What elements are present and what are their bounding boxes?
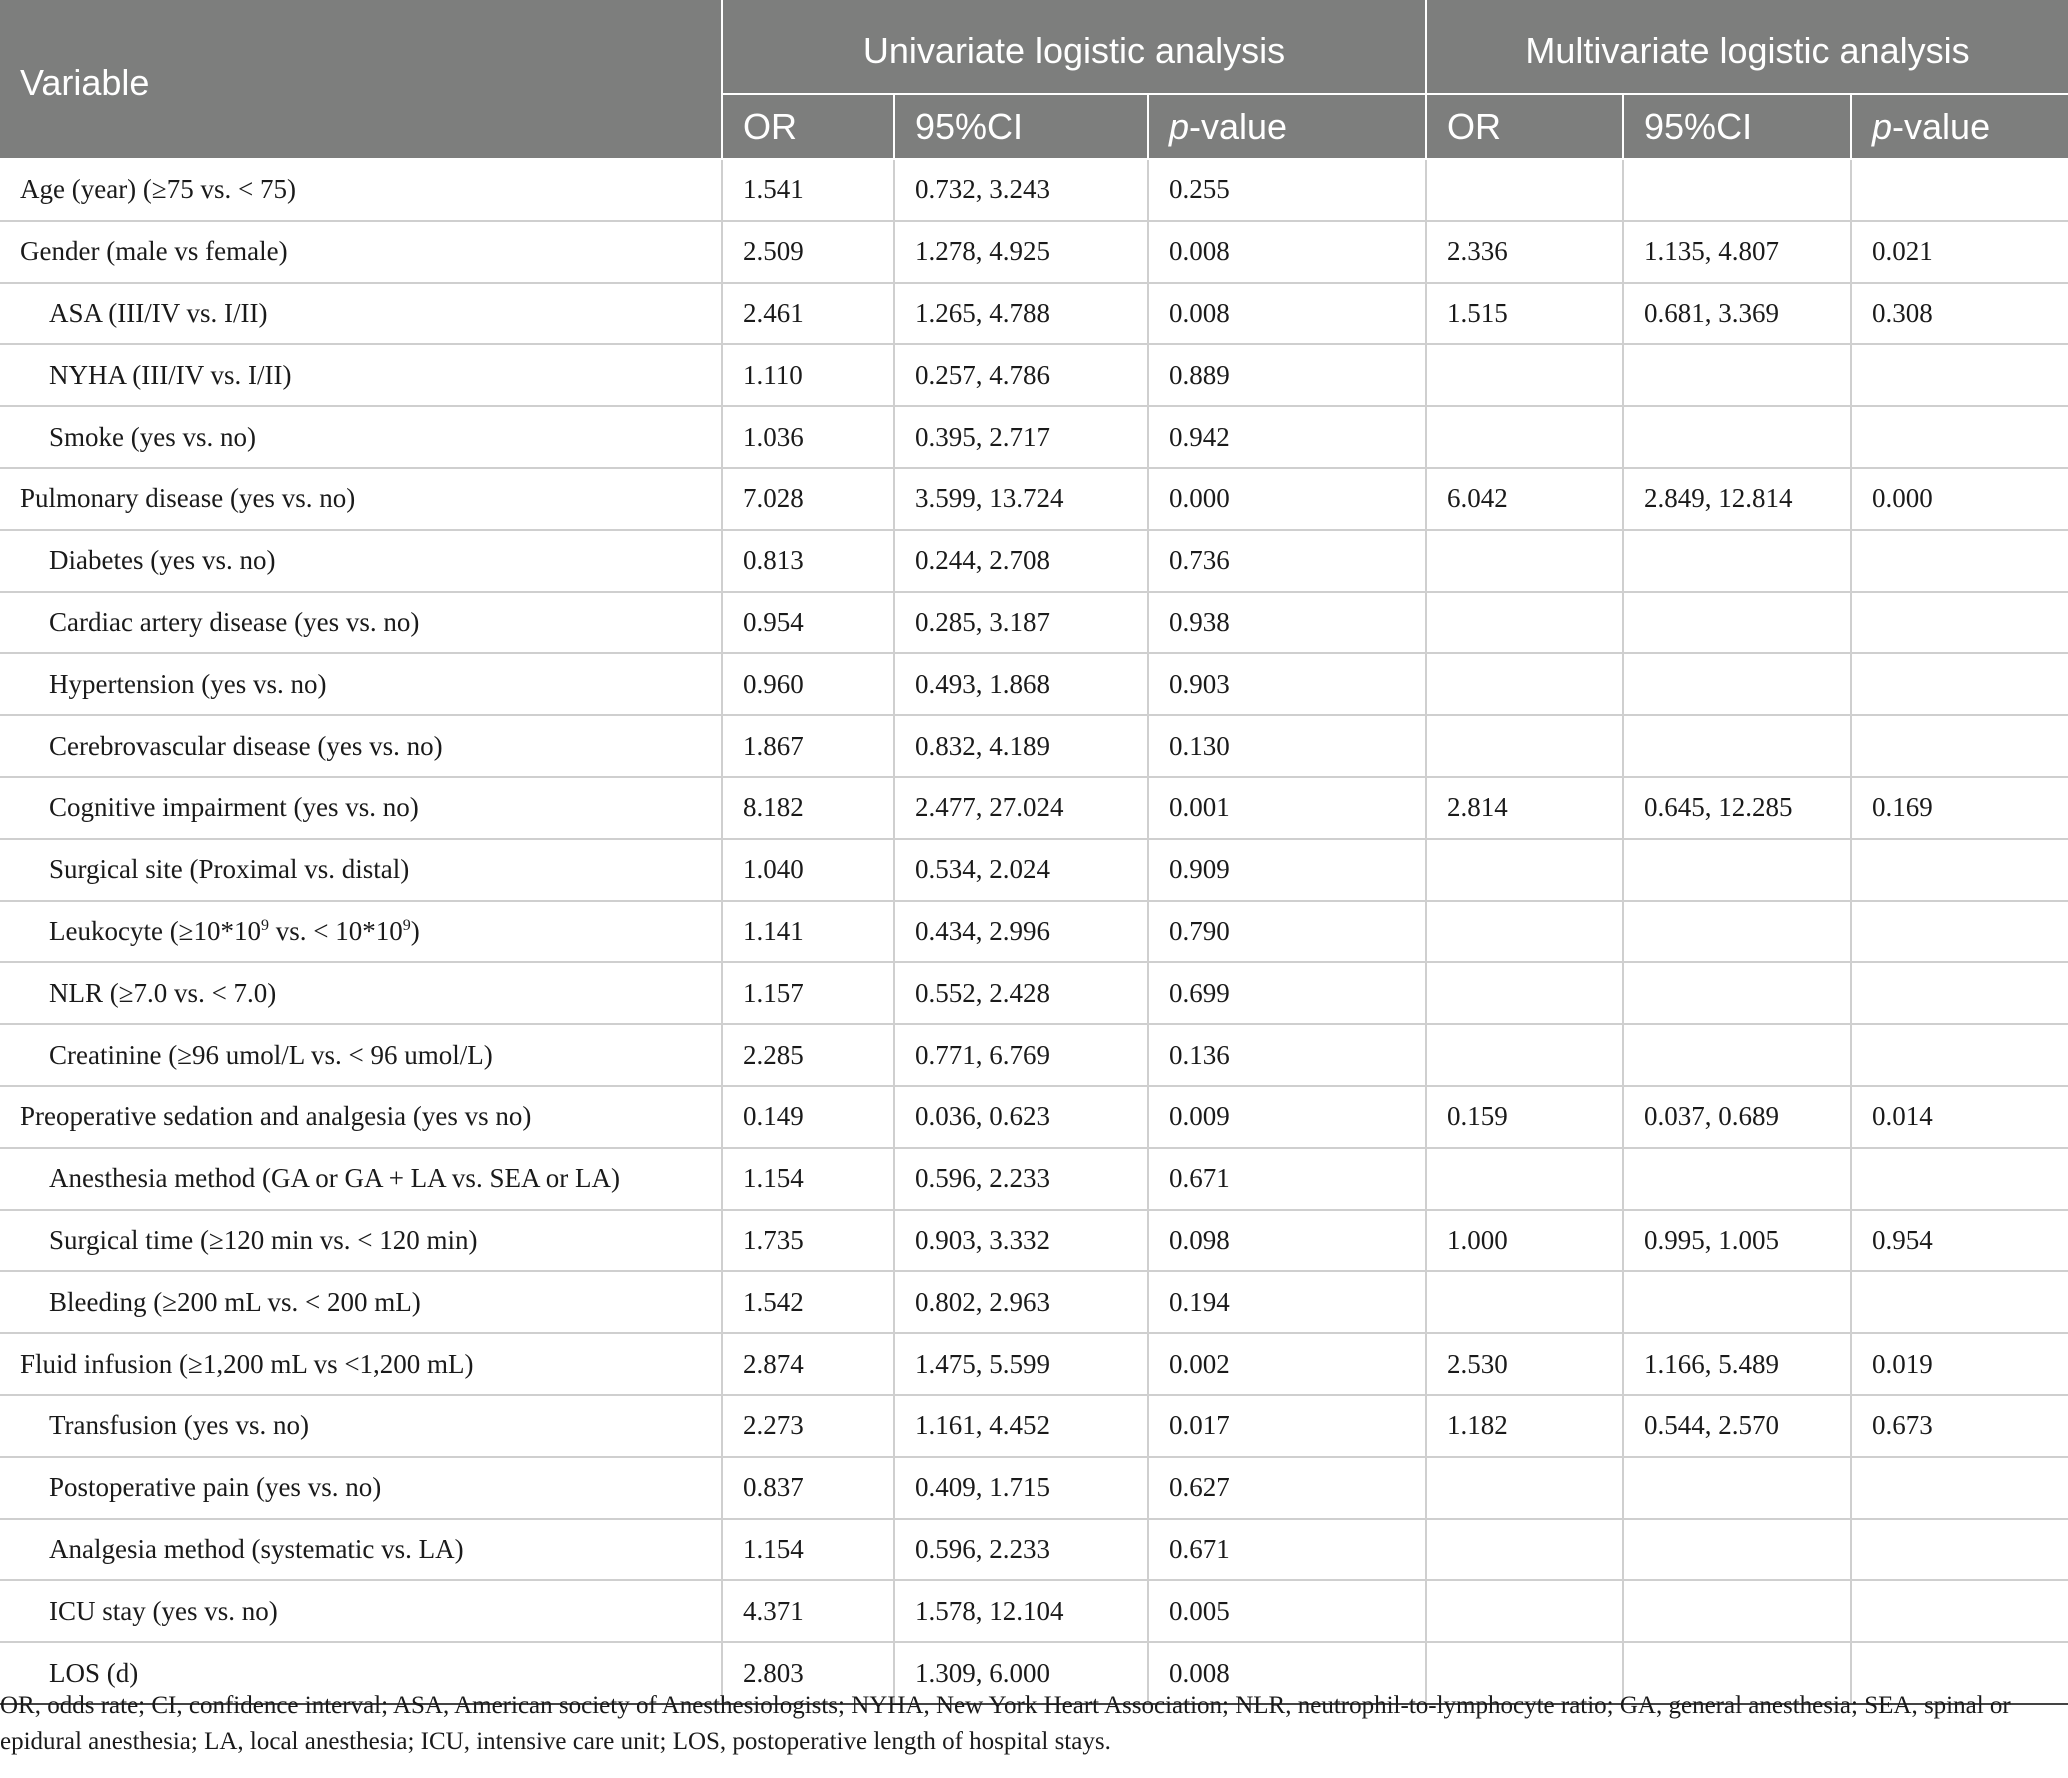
table-row — [0, 962, 2068, 1024]
multi-p: 0.308 — [1851, 283, 2068, 345]
uni-ci: 0.257, 4.786 — [894, 344, 1148, 406]
uni-p: 0.889 — [1148, 344, 1426, 406]
table-row — [0, 715, 2068, 777]
multi-ci: 2.849, 12.814 — [1623, 468, 1851, 530]
uni-ci: 0.534, 2.024 — [894, 839, 1148, 901]
uni-p: 0.736 — [1148, 530, 1426, 592]
row-label: Smoke (yes vs. no) — [0, 406, 722, 468]
multi-p — [1851, 1271, 2068, 1333]
uni-ci: 1.309, 6.000 — [894, 1642, 1148, 1704]
uni-ci: 0.493, 1.868 — [894, 653, 1148, 715]
multi-ci: 0.995, 1.005 — [1623, 1210, 1851, 1272]
multi-ci: 0.544, 2.570 — [1623, 1395, 1851, 1457]
uni-p: 0.017 — [1148, 1395, 1426, 1457]
table-row — [0, 839, 2068, 901]
multi-ci — [1623, 1519, 1851, 1581]
multi-p — [1851, 1024, 2068, 1086]
uni-ci: 0.732, 3.243 — [894, 159, 1148, 221]
uni-or: 2.874 — [722, 1333, 894, 1395]
table-row — [0, 653, 2068, 715]
multi-ci — [1623, 1457, 1851, 1519]
multi-or: 2.336 — [1426, 221, 1623, 283]
table-row — [0, 468, 2068, 530]
uni-ci: 1.161, 4.452 — [894, 1395, 1148, 1457]
uni-p: 0.008 — [1148, 1642, 1426, 1704]
uni-p: 0.671 — [1148, 1519, 1426, 1581]
uni-p: 0.098 — [1148, 1210, 1426, 1272]
header-uni-p: p-value — [1148, 94, 1426, 159]
multi-or — [1426, 653, 1623, 715]
multi-ci — [1623, 1271, 1851, 1333]
multi-or — [1426, 715, 1623, 777]
uni-ci: 0.285, 3.187 — [894, 592, 1148, 654]
table-row — [0, 592, 2068, 654]
header-multi-p: p-value — [1851, 94, 2068, 159]
table-row — [0, 1271, 2068, 1333]
multi-ci — [1623, 1580, 1851, 1642]
uni-or: 1.867 — [722, 715, 894, 777]
multi-ci — [1623, 159, 1851, 221]
multi-ci — [1623, 530, 1851, 592]
row-label: NLR (≥7.0 vs. < 7.0) — [0, 962, 722, 1024]
table-row — [0, 344, 2068, 406]
multi-p — [1851, 1457, 2068, 1519]
uni-ci: 1.278, 4.925 — [894, 221, 1148, 283]
uni-ci: 0.596, 2.233 — [894, 1148, 1148, 1210]
uni-p: 0.136 — [1148, 1024, 1426, 1086]
uni-or: 0.813 — [722, 530, 894, 592]
header-univariate: Univariate logistic analysis — [722, 0, 1426, 94]
uni-or: 1.542 — [722, 1271, 894, 1333]
table-row — [0, 901, 2068, 963]
multi-ci — [1623, 344, 1851, 406]
multi-ci: 0.645, 12.285 — [1623, 777, 1851, 839]
multi-or: 1.515 — [1426, 283, 1623, 345]
multi-or: 0.159 — [1426, 1086, 1623, 1148]
uni-p: 0.194 — [1148, 1271, 1426, 1333]
uni-ci: 0.552, 2.428 — [894, 962, 1148, 1024]
row-label: Gender (male vs female) — [0, 221, 722, 283]
table-row — [0, 1519, 2068, 1581]
row-label: Analgesia method (systematic vs. LA) — [0, 1519, 722, 1581]
multi-ci — [1623, 653, 1851, 715]
table-header — [0, 0, 2068, 159]
header-multi-ci: 95%CI — [1623, 94, 1851, 159]
multi-p — [1851, 715, 2068, 777]
multi-ci — [1623, 715, 1851, 777]
uni-or: 1.157 — [722, 962, 894, 1024]
uni-or: 1.735 — [722, 1210, 894, 1272]
uni-p: 0.938 — [1148, 592, 1426, 654]
multi-ci: 0.037, 0.689 — [1623, 1086, 1851, 1148]
uni-p: 0.255 — [1148, 159, 1426, 221]
multi-or: 1.000 — [1426, 1210, 1623, 1272]
uni-or: 2.273 — [722, 1395, 894, 1457]
uni-ci: 0.434, 2.996 — [894, 901, 1148, 963]
row-label: Bleeding (≥200 mL vs. < 200 mL) — [0, 1271, 722, 1333]
row-label: ICU stay (yes vs. no) — [0, 1580, 722, 1642]
multi-or — [1426, 530, 1623, 592]
table-row — [0, 1395, 2068, 1457]
multi-ci: 1.135, 4.807 — [1623, 221, 1851, 283]
table-footnote: OR, odds rate; CI, confidence interval; ASA, American society of Anesthesiologists; NYHA, New York Heart Association; NLR, neutrophil-to-lymphocyte ratio; GA, general anesthesia; SEA, spinal or epidural anesthesia; LA, local anesthesia; ICU, intensive care unit; LOS, postoperative length of hospital stays. — [0, 1692, 2011, 1755]
table-body — [0, 159, 2068, 1704]
multi-p: 0.169 — [1851, 777, 2068, 839]
uni-or: 0.837 — [722, 1457, 894, 1519]
row-label: Creatinine (≥96 umol/L vs. < 96 umol/L) — [0, 1024, 722, 1086]
uni-p: 0.790 — [1148, 901, 1426, 963]
uni-or: 1.541 — [722, 159, 894, 221]
multi-p — [1851, 962, 2068, 1024]
uni-or: 2.803 — [722, 1642, 894, 1704]
uni-ci: 0.395, 2.717 — [894, 406, 1148, 468]
multi-or — [1426, 839, 1623, 901]
table-row — [0, 221, 2068, 283]
multi-p — [1851, 653, 2068, 715]
multi-or — [1426, 1024, 1623, 1086]
multi-or — [1426, 1457, 1623, 1519]
uni-or: 8.182 — [722, 777, 894, 839]
row-label: Age (year) (≥75 vs. < 75) — [0, 159, 722, 221]
multi-or — [1426, 1519, 1623, 1581]
uni-or: 1.154 — [722, 1519, 894, 1581]
row-label: Cardiac artery disease (yes vs. no) — [0, 592, 722, 654]
table-row — [0, 777, 2068, 839]
multi-ci — [1623, 1024, 1851, 1086]
multi-p — [1851, 406, 2068, 468]
multi-p — [1851, 839, 2068, 901]
multi-p — [1851, 592, 2068, 654]
row-label: Transfusion (yes vs. no) — [0, 1395, 722, 1457]
table-row — [0, 283, 2068, 345]
uni-or: 0.149 — [722, 1086, 894, 1148]
uni-or: 2.509 — [722, 221, 894, 283]
multi-or — [1426, 344, 1623, 406]
uni-p: 0.000 — [1148, 468, 1426, 530]
uni-or: 4.371 — [722, 1580, 894, 1642]
multi-or: 6.042 — [1426, 468, 1623, 530]
multi-ci — [1623, 592, 1851, 654]
table-row — [0, 1333, 2068, 1395]
uni-p: 0.903 — [1148, 653, 1426, 715]
row-label: LOS (d) — [0, 1642, 722, 1704]
multi-ci: 0.681, 3.369 — [1623, 283, 1851, 345]
header-variable: Variable — [0, 0, 722, 159]
table-row — [0, 1210, 2068, 1272]
row-label: Postoperative pain (yes vs. no) — [0, 1457, 722, 1519]
multi-p — [1851, 1519, 2068, 1581]
uni-ci: 1.475, 5.599 — [894, 1333, 1148, 1395]
header-multivariate: Multivariate logistic analysis — [1426, 0, 2068, 94]
multi-p — [1851, 530, 2068, 592]
row-label: ASA (III/IV vs. I/II) — [0, 283, 722, 345]
row-label: NYHA (III/IV vs. I/II) — [0, 344, 722, 406]
multi-or: 2.814 — [1426, 777, 1623, 839]
uni-p: 0.671 — [1148, 1148, 1426, 1210]
multi-p: 0.019 — [1851, 1333, 2068, 1395]
table-row — [0, 1457, 2068, 1519]
multi-p: 0.021 — [1851, 221, 2068, 283]
multi-or — [1426, 901, 1623, 963]
uni-ci: 1.265, 4.788 — [894, 283, 1148, 345]
row-label: Surgical time (≥120 min vs. < 120 min) — [0, 1210, 722, 1272]
uni-ci: 0.903, 3.332 — [894, 1210, 1148, 1272]
header-uni-or: OR — [722, 94, 894, 159]
uni-p: 0.909 — [1148, 839, 1426, 901]
uni-or: 1.141 — [722, 901, 894, 963]
multi-ci — [1623, 406, 1851, 468]
row-label: Preoperative sedation and analgesia (yes vs no) — [0, 1086, 722, 1148]
uni-ci: 0.832, 4.189 — [894, 715, 1148, 777]
uni-ci: 0.802, 2.963 — [894, 1271, 1148, 1333]
table-row — [0, 1148, 2068, 1210]
multi-p — [1851, 901, 2068, 963]
table-row — [0, 1024, 2068, 1086]
uni-ci: 2.477, 27.024 — [894, 777, 1148, 839]
multi-p: 0.000 — [1851, 468, 2068, 530]
row-label: Cerebrovascular disease (yes vs. no) — [0, 715, 722, 777]
row-label: Surgical site (Proximal vs. distal) — [0, 839, 722, 901]
uni-p: 0.002 — [1148, 1333, 1426, 1395]
uni-p: 0.005 — [1148, 1580, 1426, 1642]
multi-or — [1426, 592, 1623, 654]
uni-ci: 3.599, 13.724 — [894, 468, 1148, 530]
table-row — [0, 1580, 2068, 1642]
uni-p: 0.009 — [1148, 1086, 1426, 1148]
multi-p: 0.014 — [1851, 1086, 2068, 1148]
multi-or — [1426, 159, 1623, 221]
uni-ci: 0.771, 6.769 — [894, 1024, 1148, 1086]
multi-ci — [1623, 962, 1851, 1024]
uni-ci: 0.596, 2.233 — [894, 1519, 1148, 1581]
row-label: Leukocyte ($\ge 10*10^9$ vs. < $10*10^9$) — [0, 901, 722, 963]
uni-p: 0.001 — [1148, 777, 1426, 839]
row-label: Anesthesia method (GA or GA + LA vs. SEA or LA) — [0, 1148, 722, 1210]
uni-or: 1.040 — [722, 839, 894, 901]
uni-ci: 0.244, 2.708 — [894, 530, 1148, 592]
header-multi-or: OR — [1426, 94, 1623, 159]
uni-or: 7.028 — [722, 468, 894, 530]
uni-or: 1.036 — [722, 406, 894, 468]
multi-p — [1851, 1148, 2068, 1210]
uni-ci: 1.578, 12.104 — [894, 1580, 1148, 1642]
uni-p: 0.008 — [1148, 221, 1426, 283]
multi-ci: 1.166, 5.489 — [1623, 1333, 1851, 1395]
multi-ci — [1623, 839, 1851, 901]
uni-or: 0.954 — [722, 592, 894, 654]
multi-p: 0.673 — [1851, 1395, 2068, 1457]
multi-or — [1426, 1580, 1623, 1642]
header-uni-ci: 95%CI — [894, 94, 1148, 159]
multi-ci — [1623, 901, 1851, 963]
multi-p — [1851, 1580, 2068, 1642]
multi-or: 1.182 — [1426, 1395, 1623, 1457]
uni-p: 0.627 — [1148, 1457, 1426, 1519]
uni-p: 0.008 — [1148, 283, 1426, 345]
uni-or: 0.960 — [722, 653, 894, 715]
row-label: Hypertension (yes vs. no) — [0, 653, 722, 715]
multi-or: 2.530 — [1426, 1333, 1623, 1395]
uni-or: 1.110 — [722, 344, 894, 406]
table-row — [0, 1086, 2068, 1148]
row-label: Fluid infusion (≥1,200 mL vs <1,200 mL) — [0, 1333, 722, 1395]
multi-ci — [1623, 1148, 1851, 1210]
uni-or: 2.285 — [722, 1024, 894, 1086]
multi-or — [1426, 1148, 1623, 1210]
uni-p: 0.942 — [1148, 406, 1426, 468]
row-label: Cognitive impairment (yes vs. no) — [0, 777, 722, 839]
uni-or: 2.461 — [722, 283, 894, 345]
multi-or — [1426, 406, 1623, 468]
table-row — [0, 159, 2068, 221]
uni-or: 1.154 — [722, 1148, 894, 1210]
uni-p: 0.699 — [1148, 962, 1426, 1024]
multi-p: 0.954 — [1851, 1210, 2068, 1272]
table-row — [0, 406, 2068, 468]
multi-p — [1851, 159, 2068, 221]
uni-ci: 0.409, 1.715 — [894, 1457, 1148, 1519]
uni-p: 0.130 — [1148, 715, 1426, 777]
multi-p — [1851, 344, 2068, 406]
multi-or — [1426, 1271, 1623, 1333]
uni-ci: 0.036, 0.623 — [894, 1086, 1148, 1148]
row-label: Pulmonary disease (yes vs. no) — [0, 468, 722, 530]
row-label: Diabetes (yes vs. no) — [0, 530, 722, 592]
multi-or — [1426, 962, 1623, 1024]
table-row — [0, 530, 2068, 592]
